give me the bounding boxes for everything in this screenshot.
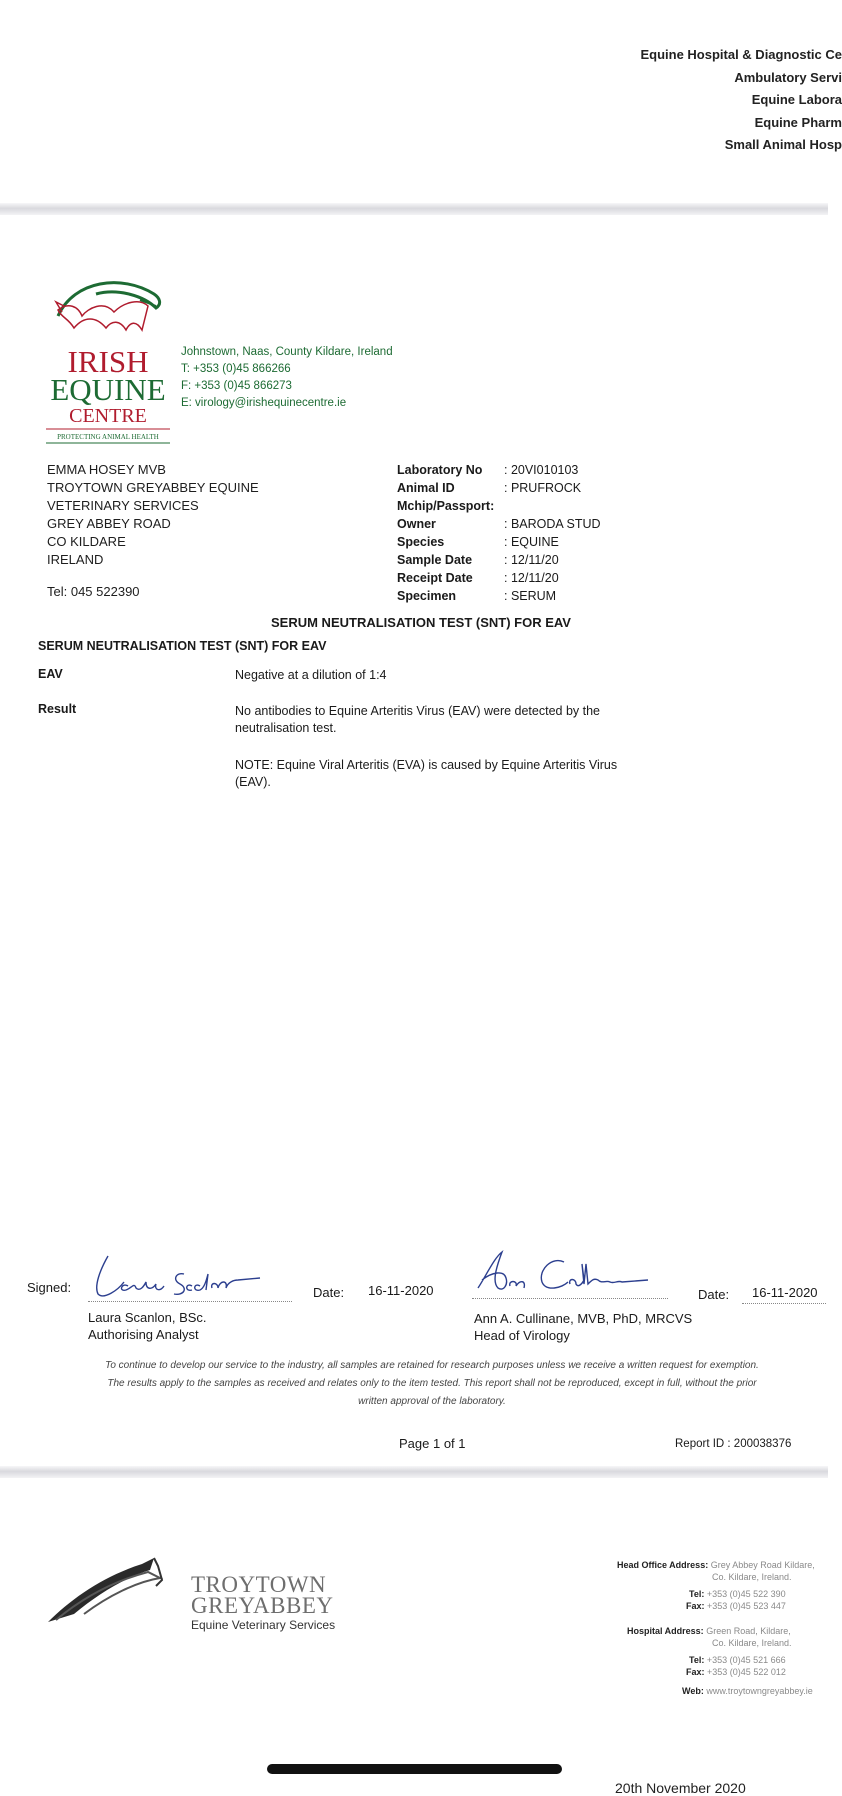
disclaimer-line: To continue to develop our service to the industry, all samples are retained for research purposes unless we receive a written request for exemption. — [105, 1360, 759, 1371]
info-value: : SERUM — [504, 589, 557, 603]
lab-address: Johnstown, Naas, County Kildare, Ireland — [181, 346, 393, 358]
lab-contact — [181, 344, 393, 412]
address-line: TROYTOWN GREYABBEY EQUINE — [47, 480, 259, 495]
address-line: VETERINARY SERVICES — [47, 498, 199, 513]
date-line — [742, 1303, 826, 1304]
page-separator — [0, 203, 828, 215]
signed-label: Signed: — [27, 1280, 72, 1295]
troytown-subtitle: Equine Veterinary Services — [191, 1618, 336, 1632]
service-line: Equine Labora — [751, 92, 842, 107]
date-label: Date: — [698, 1287, 730, 1302]
tel-label: Tel: — [689, 1655, 705, 1665]
signature-ann-cullinane — [472, 1248, 652, 1300]
report-id: Report ID : 200038376 — [675, 1438, 792, 1450]
info-value: : 12/11/20 — [504, 553, 559, 567]
website: www.troytowngreyabbey.ie — [706, 1686, 813, 1696]
right-signer — [474, 1310, 692, 1344]
info-row — [397, 533, 601, 551]
head-office-line: Co. Kildare, Ireland. — [712, 1571, 792, 1582]
lab-fax: F: +353 (0)45 866273 — [181, 380, 292, 392]
lab-tel: T: +353 (0)45 866266 — [181, 363, 291, 375]
name-line: TROYTOWN — [191, 1572, 327, 1597]
result-label: Result — [38, 702, 77, 716]
address-line: EMMA HOSEY MVB — [47, 462, 166, 477]
info-row — [397, 515, 601, 533]
info-label: Specimen — [397, 589, 457, 603]
date-label: Date: — [313, 1285, 345, 1300]
signer-role: Authorising Analyst — [88, 1327, 199, 1342]
service-line: Ambulatory Servi — [734, 69, 842, 85]
lab-email: E: virology@irishequinecentre.ie — [181, 397, 347, 409]
page-number: Page 1 of 1 — [399, 1436, 466, 1451]
fax-label: Fax: — [686, 1600, 705, 1611]
page-separator — [0, 1466, 828, 1478]
eav-value: Negative at a dilution of 1:4 — [235, 668, 387, 682]
info-row — [397, 551, 601, 569]
address-line: CO KILDARE — [47, 534, 126, 549]
right-date: 16-11-2020 — [752, 1285, 818, 1300]
hospital-label: Hospital Address: — [627, 1626, 704, 1636]
info-row — [397, 479, 601, 497]
logo-centre: CENTRE — [69, 405, 147, 427]
address-line: IRELAND — [47, 552, 104, 567]
irish-equine-centre-logo — [44, 272, 172, 447]
head-office-block — [617, 1560, 815, 1698]
info-label: Mchip/Passport: — [397, 499, 495, 513]
section-title: SERUM NEUTRALISATION TEST (SNT) FOR EAV — [38, 639, 327, 653]
hosp-tel: +353 (0)45 521 666 — [706, 1655, 786, 1665]
signer-name: Ann A. Cullinane, MVB, PhD, MRCVS — [474, 1311, 693, 1326]
logo-equine: EQUINE — [50, 372, 166, 407]
signature-line — [472, 1298, 668, 1299]
info-label: Animal ID — [397, 481, 455, 495]
ho-tel: +353 (0)45 522 390 — [706, 1589, 786, 1599]
address-line: GREY ABBEY ROAD — [47, 516, 171, 531]
info-value — [502, 497, 504, 515]
troytown-horse-logo — [44, 1556, 164, 1626]
info-row — [397, 461, 601, 479]
hospital-line: Co. Kildare, Ireland. — [712, 1637, 792, 1648]
service-line: Equine Pharm — [754, 114, 842, 130]
result-note: NOTE: Equine Viral Arteritis (EVA) is caused by Equine Arteritis Virus (EAV). — [235, 758, 618, 789]
info-label: Receipt Date — [397, 571, 473, 585]
disclaimer-line: written approval of the laboratory. — [358, 1396, 506, 1407]
info-value: : 20VI010103 — [504, 463, 579, 477]
web-label: Web: — [682, 1686, 704, 1696]
info-row — [397, 497, 601, 515]
logo-irish: IRISH — [67, 344, 149, 379]
logo-tagline: PROTECTING ANIMAL HEALTH — [57, 433, 159, 441]
name-line: GREYABBEY — [191, 1593, 334, 1618]
letterhead-services — [542, 44, 842, 157]
result-text: No antibodies to Equine Arteritis Virus (EAV) were detected by the neutralisation test. — [235, 704, 601, 735]
signature-laura-scanlon — [88, 1252, 268, 1302]
recipient-address — [47, 461, 259, 569]
fax-label: Fax: — [686, 1666, 705, 1677]
signer-name: Laura Scanlon, BSc. — [88, 1310, 207, 1325]
troytown-greyabbey-name — [191, 1574, 334, 1616]
recipient-tel: Tel: 045 522390 — [47, 584, 140, 599]
report-title: SERUM NEUTRALISATION TEST (SNT) FOR EAV — [271, 615, 571, 630]
info-label: Sample Date — [397, 553, 473, 567]
service-line: Small Animal Hosp — [724, 137, 842, 152]
info-value: : 12/11/20 — [504, 571, 559, 585]
head-office-line: Grey Abbey Road Kildare, — [710, 1560, 815, 1570]
signer-role: Head of Virology — [474, 1328, 570, 1343]
info-label: Owner — [397, 517, 436, 531]
info-label: Species — [397, 535, 445, 549]
tel-label: Tel: — [689, 1589, 705, 1599]
disclaimer-line: The results apply to the samples as received and relates only to the item tested. This report shall not be reproduced, except in full, without the prior — [107, 1378, 757, 1389]
info-value: : PRUFROCK — [504, 481, 582, 495]
head-office-label: Head Office Address: — [617, 1560, 709, 1570]
cropped-letter-date: 20th November 2020 — [615, 1780, 746, 1796]
ho-fax: +353 (0)45 523 447 — [707, 1600, 786, 1611]
disclaimer — [72, 1357, 792, 1411]
info-row — [397, 569, 601, 587]
left-signer — [88, 1309, 207, 1343]
info-row — [397, 587, 601, 605]
info-label: Laboratory No — [397, 463, 483, 477]
info-value: : EQUINE — [504, 535, 559, 549]
eav-label: EAV — [38, 667, 63, 681]
service-line: Equine Hospital & Diagnostic Ce — [640, 47, 842, 62]
sample-info-table — [397, 461, 601, 605]
signature-line — [88, 1301, 292, 1302]
hospital-line: Green Road, Kildare, — [706, 1626, 791, 1636]
left-date: 16-11-2020 — [368, 1283, 434, 1298]
info-value: : BARODA STUD — [504, 517, 601, 531]
hosp-fax: +353 (0)45 522 012 — [707, 1666, 786, 1677]
home-indicator[interactable] — [267, 1764, 562, 1774]
